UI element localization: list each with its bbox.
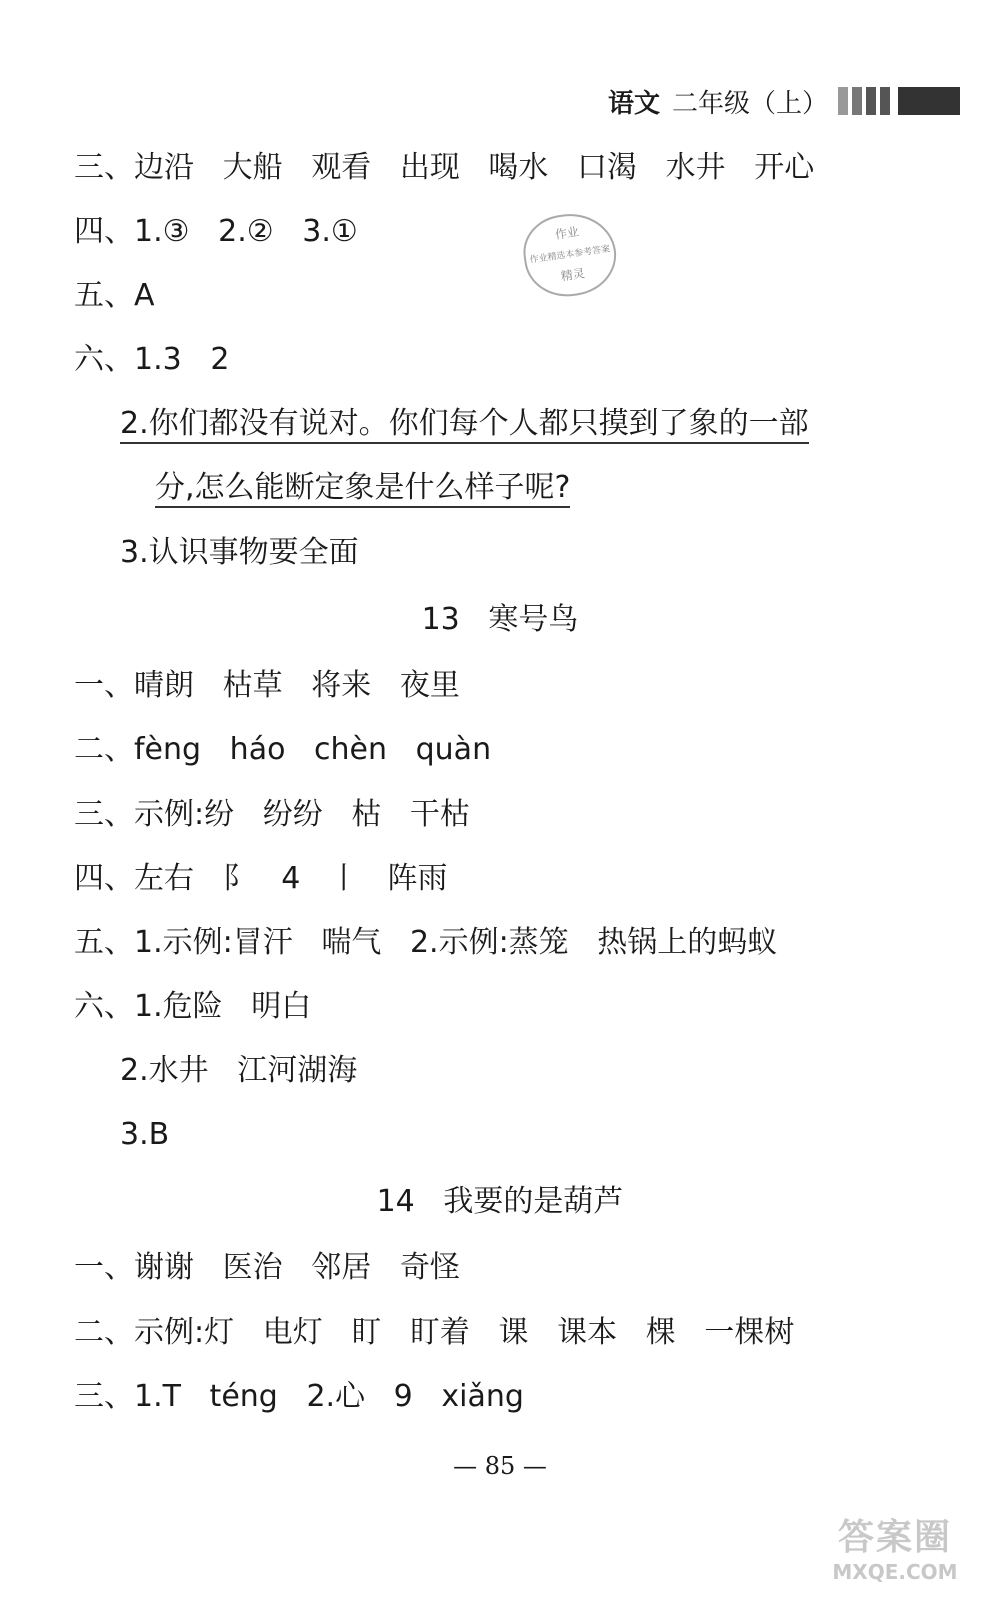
answer-line: 六、1.危险 明白 bbox=[74, 989, 312, 1024]
subject-label: 语文 bbox=[607, 88, 660, 119]
watermark-url: MXQE.COM bbox=[832, 1560, 958, 1584]
grade-label: 二年级（上） bbox=[671, 88, 828, 119]
answer-line: 二、示例:灯 电灯 盯 盯着 课 课本 棵 一棵树 bbox=[74, 1315, 795, 1350]
stamp-middle: 作业精选本参考答案 bbox=[529, 244, 611, 266]
decor-bar bbox=[852, 87, 862, 115]
answer-line: 五、A bbox=[74, 278, 155, 313]
answer-line: 3.B bbox=[120, 1117, 170, 1152]
decor-bar bbox=[880, 87, 890, 115]
decor-block bbox=[898, 87, 960, 115]
page-header bbox=[608, 82, 960, 120]
answer-line: 三、1.T téng 2.心 9 xiǎng bbox=[74, 1379, 524, 1414]
page-number: — 85 — bbox=[453, 1452, 547, 1480]
lesson-title: 13 寒号鸟 bbox=[421, 602, 579, 637]
answer-line: 三、示例:纷 纷纷 枯 干枯 bbox=[74, 797, 470, 832]
answer-line: 2.你们都没有说对。你们每个人都只摸到了象的一部 bbox=[120, 409, 809, 444]
lesson-title: 14 我要的是葫芦 bbox=[376, 1184, 624, 1219]
stamp-top: 作业 bbox=[554, 224, 580, 242]
answer-line: 一、谢谢 医治 邻居 奇怪 bbox=[74, 1250, 460, 1285]
answer-line: 分,怎么能断定象是什么样子呢? bbox=[155, 473, 570, 508]
answer-line: 二、fèng háo chèn quàn bbox=[74, 732, 492, 767]
answer-line: 六、1.3 2 bbox=[74, 342, 230, 377]
header-decoration bbox=[838, 87, 960, 115]
answer-line: 一、晴朗 枯草 将来 夜里 bbox=[74, 668, 460, 703]
watermark-logo bbox=[820, 1509, 970, 1584]
answer-line: 四、左右 阝 4 丨 阵雨 bbox=[74, 861, 448, 896]
stamp-bottom: 精灵 bbox=[559, 266, 586, 284]
watermark-text: 答案圈 bbox=[837, 1517, 952, 1558]
answer-line: 2.水井 江河湖海 bbox=[120, 1053, 358, 1088]
stamp-seal bbox=[519, 208, 622, 302]
answer-line: 三、边沿 大船 观看 出现 喝水 口渴 水井 开心 bbox=[74, 150, 815, 185]
answer-line: 3.认识事物要全面 bbox=[120, 535, 359, 570]
decor-bar bbox=[866, 87, 876, 115]
answer-line: 五、1.示例:冒汗 喘气 2.示例:蒸笼 热锅上的蚂蚁 bbox=[74, 925, 778, 960]
answer-line: 四、1.③ 2.② 3.① bbox=[74, 214, 358, 249]
decor-bar bbox=[838, 87, 848, 115]
